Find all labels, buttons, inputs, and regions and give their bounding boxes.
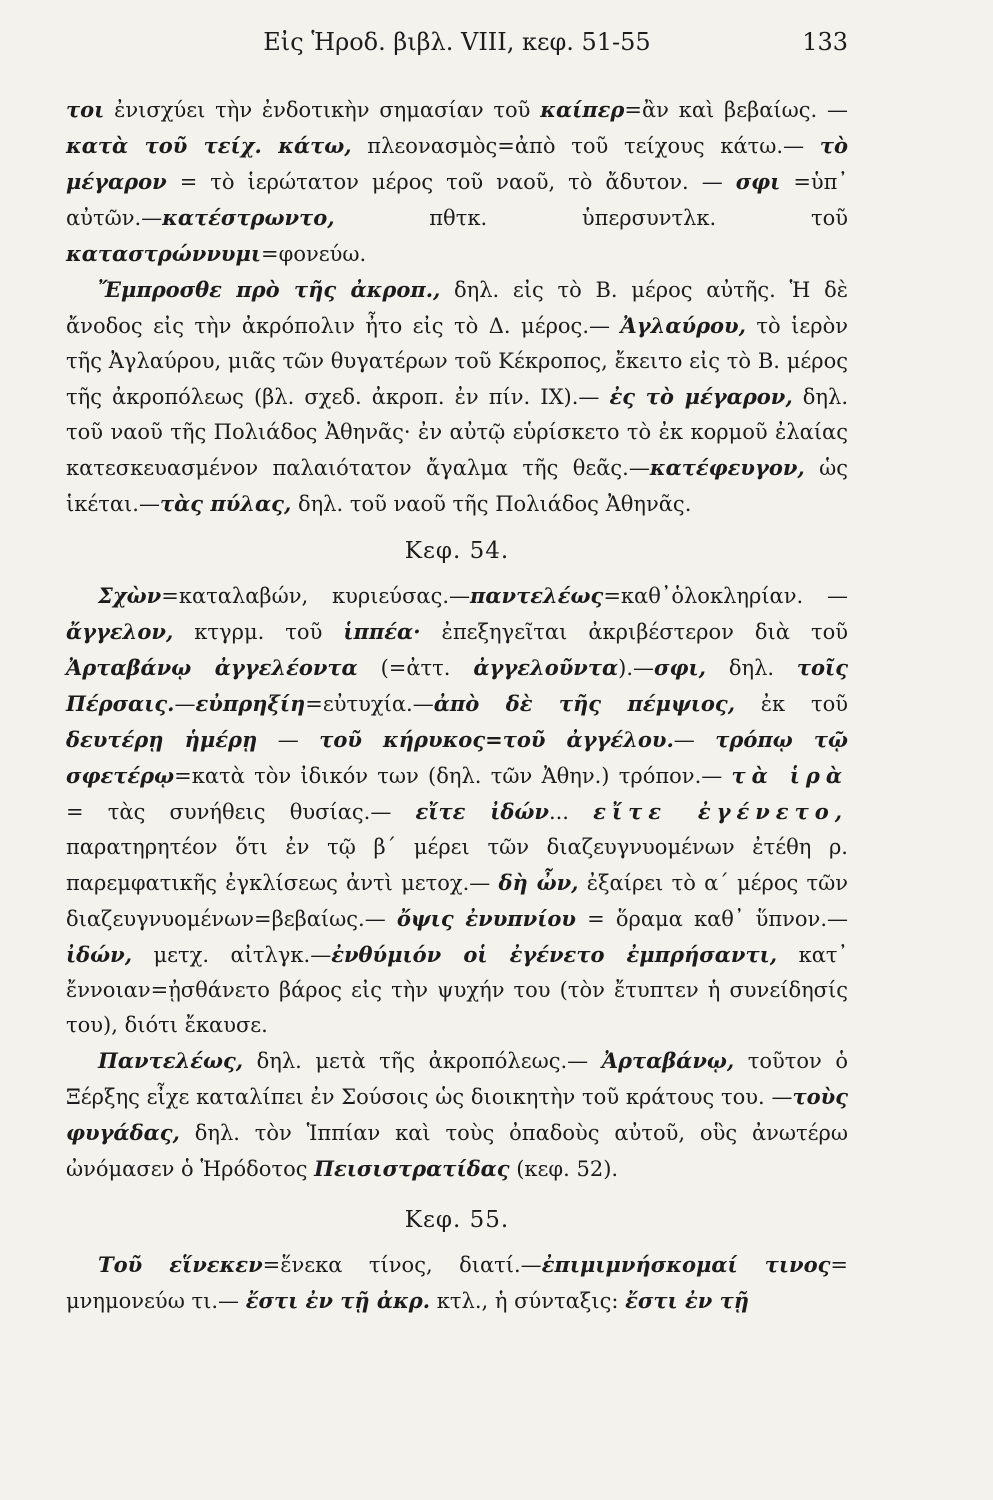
gloss-text: ).— <box>618 656 655 680</box>
lemma: ἀπὸ δὲ τῆς πέμψιος, <box>433 691 736 716</box>
gloss-text: δηλ. εἰς τὸ Β. μέρος αὐτῆς. Ἡ δὲ ἄνοδος εἰς τὴν ἀκρόπολιν ἦτο εἰς τὸ Δ. μέρος.— <box>66 278 848 338</box>
lemma: κατέστρωντο, <box>162 205 335 230</box>
gloss-text: =καθ᾽ὁλοκληρίαν. — <box>603 584 848 608</box>
commentary-body <box>66 92 848 1319</box>
chapter-54-heading: Κεφ. 54. <box>404 538 510 564</box>
lemma: Σχὼν <box>98 583 162 608</box>
lemma: καταστρώννυμι <box>66 241 262 266</box>
lemma: Ἀρταβάνῳ, <box>601 1048 735 1073</box>
lemma: ἔστι ἐν τῇ <box>625 1288 749 1313</box>
lemma: τοῦ κήρυκος=τοῦ ἀγγέλου. <box>319 727 674 752</box>
lemma: τοὺς φυγάδας, <box>66 1084 848 1145</box>
gloss-text: =ἕνεκα τίνος, διατί.— <box>262 1253 542 1277</box>
paragraph-akropolis <box>66 272 848 522</box>
gloss-text: =εὐτυχία.— <box>305 692 434 716</box>
lemma: τοῖς Πέρσαις. <box>66 655 849 716</box>
lemma: σφι <box>735 169 781 194</box>
gloss-text: κατ᾽ ἔννοιαν=ᾐσθάνετο βάρος εἰς τὴν ψυχήν του (τὸν ἔτυπτεν ἡ συνείδησίς του), διότι ἔκαυσε. <box>66 943 848 1037</box>
gloss-text: = μνημονεύω τι.— <box>66 1253 849 1313</box>
lemma: τὰς πύλας, <box>159 491 292 516</box>
gloss-text: δηλ. τοῦ ναοῦ τῆς Πολιάδος Ἀθηνᾶς· ἐν αὐτῷ εὑρίσκετο τὸ ἐκ κορμοῦ ἐλαίας κατεσκευασμένον παλαιότατον ἄγαλμα τῆς θεᾶς.— <box>66 385 848 480</box>
gloss-text: ἐνισχύει τὴν ἐνδοτικὴν σημασίαν τοῦ <box>104 98 541 122</box>
paragraph-chapter-54-main <box>66 578 848 1043</box>
lemma: σφι, <box>654 655 706 680</box>
gloss-text: ἐξαίρει τὸ α΄ μέρος τῶν διαζευγνυομένων=βεβαίως.— <box>66 871 848 931</box>
lemma: τοι <box>66 97 105 122</box>
gloss-text: πθτκ. ὑπερσυντλκ. τοῦ <box>334 206 848 230</box>
header-title: Εἰς Ἡροδ. βιβλ. VIII, κεφ. 51-55 <box>263 28 651 56</box>
lemma: τὸ μέγαρον <box>66 133 848 194</box>
lemma: ἔστι ἐν τῇ ἀκρ. <box>245 1288 431 1313</box>
paragraph-chapter-55 <box>66 1247 848 1319</box>
lemma: ἄγγελον, <box>66 619 174 644</box>
gloss-text: κτλ., ἡ σύνταξις: <box>430 1289 626 1313</box>
lemma: Πεισιστρατίδας <box>314 1156 510 1181</box>
gloss-text: (κεφ. 52). <box>509 1157 619 1181</box>
paragraph-chapter-53-end <box>66 92 848 272</box>
gloss-text: — <box>257 728 320 752</box>
gloss-text: = τὰς συνήθεις θυσίας.— <box>66 800 416 824</box>
gloss-text: παρατηρητέον ὅτι ἐν τῷ β΄ μέρει τῶν διαζευγνυομένων ἐτέθη ρ. παρεμφατικῆς ἐγκλίσεως ἀντὶ μετοχ.— <box>66 835 848 895</box>
lemma: ἐς τὸ μέγαρον, <box>609 384 793 409</box>
gloss-text: πλεονασμὸς=ἀπὸ τοῦ τείχους κάτω.— <box>351 134 820 158</box>
lemma: εὐπρηξίη <box>195 691 306 716</box>
lemma: κατέφευγον, <box>649 455 805 480</box>
gloss-text: ἐπεξηγεῖται ἀκριβέστερον διὰ τοῦ <box>420 620 849 644</box>
gloss-text: ἐκ τοῦ <box>735 692 848 716</box>
lemma: εἴτε ἐγένετο, <box>593 799 849 824</box>
lemma: κατὰ τοῦ τείχ. κάτω, <box>66 133 352 158</box>
lemma: παντελέως <box>470 583 604 608</box>
lemma: Παντελέως, <box>98 1048 244 1073</box>
gloss-text: — <box>174 692 196 716</box>
lemma: δὴ ὦν, <box>498 870 579 895</box>
gloss-text: = τὸ ἱερώτατον μέρος τοῦ ναοῦ, τὸ ἄδυτον. — <box>166 170 736 194</box>
gloss-text: τὸ ἱερὸν τῆς Ἀγλαύρου, μιᾶς τῶν θυγατέρων τοῦ Κέκροπος, ἔκειτο εἰς τὸ Β. μέρος τῆς ἀκροπόλεως (βλ. σχεδ. ἀκροπ. ἐν πίν. IX).— <box>66 314 848 409</box>
paragraph-chapter-54-notes <box>66 1043 848 1187</box>
chapter-55-heading: Κεφ. 55. <box>404 1207 510 1233</box>
lemma: δευτέρῃ ἡμέρῃ <box>66 727 258 752</box>
lemma: Ἀρταβάνῳ ἀγγελέοντα <box>66 655 358 680</box>
lemma: εἴτε ἰδών <box>415 799 549 824</box>
lemma: ἐνθύμιόν οἱ ἐγένετο ἐμπρήσαντι, <box>331 942 778 967</box>
page-number: 133 <box>802 28 848 56</box>
gloss-text: τοῦτον ὁ Ξέρξης εἶχε καταλίπει ἐν Σούσοις ὡς διοικητὴν τοῦ κράτους του. — <box>66 1049 848 1109</box>
lemma: ὄψις ἐνυπνίου <box>396 906 576 931</box>
gloss-text: = ὅραμα καθ᾽ ὕπνον.— <box>575 907 848 931</box>
gloss-text: — <box>673 728 716 752</box>
gloss-text: κτγρμ. τοῦ <box>173 620 344 644</box>
gloss-text: =ὑπ᾽ αὐτῶν.— <box>66 170 848 230</box>
lemma: Ἔμπροσθε πρὸ τῆς ἀκροπ., <box>98 277 441 302</box>
running-header <box>66 28 848 68</box>
gloss-text: =ἂν καὶ βεβαίως. — <box>624 98 848 122</box>
lemma: ἰδών, <box>66 942 133 967</box>
gloss-text: =κατὰ τὸν ἰδικόν των (δηλ. τῶν Ἀθην.) τρόπον.— <box>174 764 732 788</box>
gloss-text: ὡς ἱκέται.— <box>66 456 848 516</box>
lemma: τρόπῳ τῷ σφετέρῳ <box>66 727 848 788</box>
gloss-text: =φονεύω. <box>261 242 367 266</box>
lemma: ἀγγελοῦντα <box>473 655 619 680</box>
lemma: τὰ ἱρὰ <box>731 763 848 788</box>
lemma: Ἀγλαύρου, <box>620 313 746 338</box>
lemma: Τοῦ εἵνεκεν <box>98 1252 263 1277</box>
lemma: ἱππέα· <box>343 619 421 644</box>
lemma: καίπερ <box>540 97 625 122</box>
gloss-text: δηλ. τὸν Ἱππίαν καὶ τοὺς ὀπαδοὺς αὐτοῦ, οὓς ἀνωτέρω ὠνόμασεν ὁ Ἡρόδοτος <box>66 1121 848 1181</box>
lemma: ἐπιμιμνήσκομαί τινος <box>541 1252 831 1277</box>
gloss-text: (=ἀττ. <box>357 656 474 680</box>
gloss-text: δηλ. <box>706 656 797 680</box>
gloss-text: μετχ. αἰτλγκ.— <box>132 943 332 967</box>
gloss-text: ... <box>548 800 594 824</box>
gloss-text: δηλ. μετὰ τῆς ἀκροπόλεως.— <box>243 1049 602 1073</box>
gloss-text: =καταλαβών, κυριεύσας.— <box>161 584 471 608</box>
gloss-text: δηλ. τοῦ ναοῦ τῆς Πολιάδος Ἀθηνᾶς. <box>291 492 692 516</box>
